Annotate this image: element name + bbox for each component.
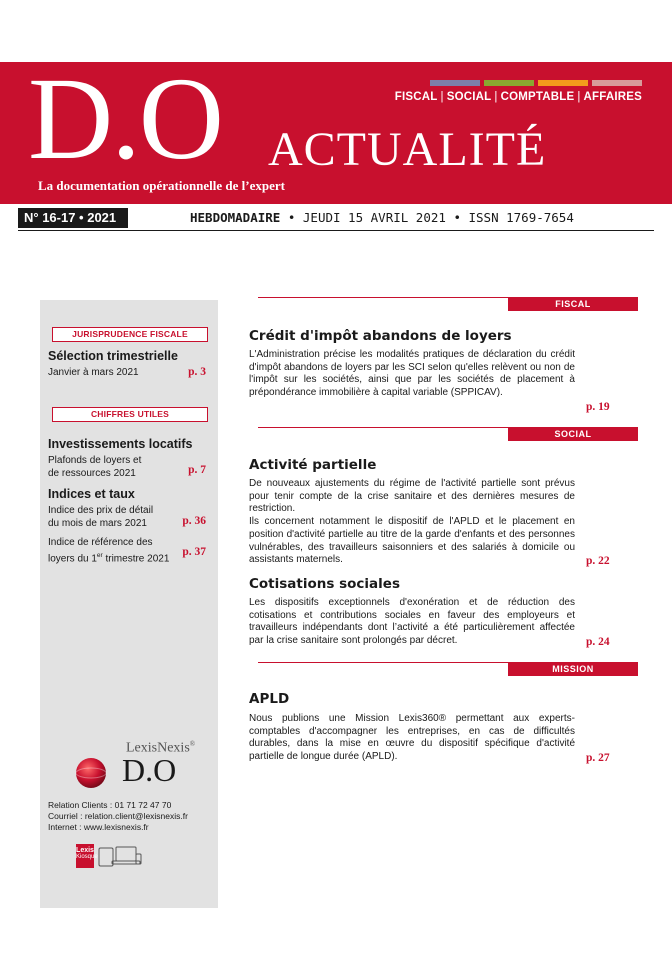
kiosque-line: Kiosque — [76, 854, 98, 860]
contact-email[interactable]: Courriel : relation.client@lexisnexis.fr — [48, 811, 188, 821]
invest-text-line: de ressources 2021 — [48, 467, 136, 479]
irl-page[interactable]: p. 37 — [182, 546, 206, 558]
fiscal-color-bar — [430, 80, 480, 86]
chiffres-label: CHIFFRES UTILES — [52, 407, 208, 422]
jurisprudence-page[interactable]: p. 3 — [188, 366, 206, 378]
activite-paragraph: Ils concernent notamment le dispositif de l'APLD et le placement en position d'activité partielle au titre de la garde d'enfants et des personnes vulnérables, des travailleurs saisonniers et des salariés à domicile ou assistants maternels. — [249, 516, 575, 566]
activite-article-title[interactable]: Activité partielle — [249, 457, 377, 473]
affaires-color-bar — [592, 80, 642, 86]
kiosque-line: Lexis — [76, 847, 94, 854]
issue-number: N° 16-17 • 2021 — [18, 208, 128, 228]
section-fiscal: FISCAL — [394, 91, 438, 103]
kiosque-logo — [76, 844, 98, 868]
bullet: • — [287, 210, 296, 225]
devices-icon — [98, 846, 142, 868]
sidebar — [40, 300, 218, 908]
bullet: • — [453, 210, 461, 225]
fiscal-article-page[interactable]: p. 19 — [586, 401, 610, 413]
jurisprudence-label: JURISPRUDENCE FISCALE — [52, 327, 208, 342]
issue-info — [190, 209, 574, 227]
sections-nav — [395, 91, 642, 103]
kiosque-badge[interactable] — [76, 844, 146, 870]
issue-kind: HEBDOMADAIRE — [190, 210, 281, 225]
masthead — [0, 62, 672, 204]
irl-text — [48, 537, 178, 565]
mission-section-tag: MISSION — [508, 662, 638, 676]
issue-divider — [18, 230, 654, 231]
registered-mark: ® — [189, 740, 196, 748]
fiscal-article-title[interactable]: Crédit d'impôt abandons de loyers — [249, 328, 512, 344]
cotisations-article-page[interactable]: p. 24 — [586, 636, 610, 648]
invest-page[interactable]: p. 7 — [188, 464, 206, 476]
activite-paragraph: De nouveaux ajustements du régime de l'activité partielle sont prévus pour tenir compte de la crise sanitaire et des dernières mesures de restriction. — [249, 478, 575, 515]
issue-issn: ISSN 1769-7654 — [468, 210, 574, 225]
invest-text-line: Plafonds de loyers et — [48, 455, 142, 466]
fiscal-article-text: L'Administration précise les modalités pratiques de déclaration du crédit d'impôt abandons de loyers par les SCI selon qu'elles relèvent ou non de l'impôt sur les sociétés, ainsi que par les sociétés de placement à prépondérance immobilière à capital variable (SPPICAV). — [249, 349, 575, 399]
invest-text — [48, 455, 178, 480]
brand-logo: D.O — [28, 62, 222, 184]
invest-title: Investissements locatifs — [48, 437, 193, 451]
contact-web[interactable]: Internet : www.lexisnexis.fr — [48, 822, 149, 832]
irl-text-line: trimestre 2021 — [102, 552, 170, 564]
jurisprudence-title: Sélection trimestrielle — [48, 349, 178, 363]
lexisnexis-wordmark: LexisNexis — [126, 740, 190, 756]
section-color-bars — [430, 80, 642, 86]
lexisnexis-logo[interactable] — [74, 740, 204, 790]
ipc-page[interactable]: p. 36 — [182, 515, 206, 527]
section-social: SOCIAL — [446, 91, 492, 103]
separator: | — [440, 91, 444, 103]
apld-article-title[interactable]: APLD — [249, 691, 290, 707]
cotisations-article-text: Les dispositifs exceptionnels d'exonération et de réduction des cotisations et contributions sociales en faveur des employeurs et travailleurs indépendants dont l’activité a été particulièrement affectée par la crise sanitaire sont prolongés par décret. — [249, 597, 575, 647]
separator: | — [577, 91, 581, 103]
separator: | — [494, 91, 498, 103]
issue-date: JEUDI 15 AVRIL 2021 — [302, 210, 446, 225]
comptable-color-bar — [538, 80, 588, 86]
ipc-text-line: Indice des prix de détail — [48, 505, 154, 516]
social-section-tag: SOCIAL — [508, 427, 638, 441]
social-color-bar — [484, 80, 534, 86]
product-title: ACTUALITÉ — [268, 123, 547, 176]
activite-article-text — [249, 478, 575, 567]
fiscal-section-tag: FISCAL — [508, 297, 638, 311]
apld-article-text: Nous publions une Mission Lexis360® permettant aux experts-comptables d'accompagner les entreprises, en cas de difficultés durables, dans la mise en œuvre du dispositif spécifique d'activité partielle de longue durée (APLD). — [249, 713, 575, 763]
section-comptable: COMPTABLE — [500, 91, 575, 103]
irl-text-line: Indice de référence des — [48, 537, 153, 548]
section-affaires: AFFAIRES — [583, 91, 642, 103]
superscript: er — [96, 551, 103, 559]
lexisnexis-globe-icon — [74, 756, 108, 790]
apld-article-page[interactable]: p. 27 — [586, 752, 610, 764]
ipc-text — [48, 505, 178, 530]
cotisations-article-title[interactable]: Cotisations sociales — [249, 576, 400, 592]
indices-title: Indices et taux — [48, 487, 135, 501]
ipc-text-line: du mois de mars 2021 — [48, 517, 147, 529]
tagline: La documentation opérationnelle de l’expert — [38, 178, 285, 193]
contact-phone: Relation Clients : 01 71 72 47 70 — [48, 800, 172, 810]
activite-article-page[interactable]: p. 22 — [586, 555, 610, 567]
jurisprudence-text: Janvier à mars 2021 — [48, 367, 139, 378]
irl-text-line: loyers du 1 — [48, 552, 97, 564]
do-logo-text: D.O — [122, 752, 177, 788]
